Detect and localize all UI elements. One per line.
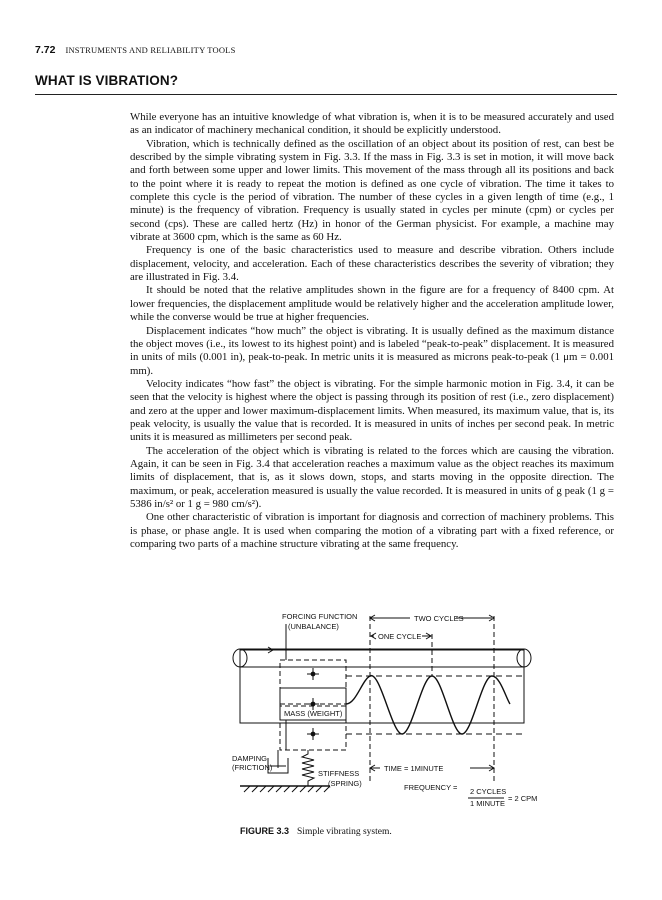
paragraph-6: Velocity indicates “how fast” the object is vibrating. For the simple harmonic motion in Fig. 3.4, it can be seen that the velocity is highest where the object is passing through its position of rest (i.e., zero displacement) and zero at the upper and lower maximum-displacement limits. When measured, its maximum value, that is, its peak velocity, is usually the value that is recorded. It is measured in units of inches per second peak. In metric units it is measured as millimeters per second peak.: [130, 377, 614, 444]
label-unbalance: (UNBALANCE): [288, 622, 339, 631]
running-title: INSTRUMENTS AND RELIABILITY TOOLS: [65, 45, 236, 55]
label-forcing-function: FORCING FUNCTION: [282, 612, 358, 621]
section-rule: [35, 94, 617, 95]
paragraph-1: While everyone has an intuitive knowledge of what vibration is, when it is to be measured accurately and used as an indicator of machinery mechanical condition, it should be explicitly understood.: [130, 111, 614, 137]
paragraph-5: Displacement indicates “how much” the object is vibrating. It is usually defined as the maximum distance the object moves (i.e., its lowest to its highest point) and is labeled “peak-to-peak” displacement. It is measured in units of mils (0.001 in), peak-to-peak. In metric units it is measured as microns peak-to-peak (1 μm = 0.001 mm).: [130, 324, 614, 377]
label-mass: MASS (WEIGHT): [284, 709, 343, 718]
running-head: [35, 44, 236, 56]
caption-text: Simple vibrating system.: [297, 827, 392, 837]
label-frequency: FREQUENCY =: [404, 783, 458, 792]
label-result: = 2 CPM: [508, 794, 538, 803]
paragraph-2: Vibration, which is technically defined as the oscillation of an object about its position of rest, can best be described by the simple vibrating system in Fig. 3.3. If the mass in Fig. 3.3 is set in motion, it will move back and forth between some upper and lower limits. This movement of the mass through all its positions and back to the point where it is ready to repeat the motion is defined as one cycle of vibration. The time it takes to complete this cycle is the period of vibration. The number of these cycles in a given length of time (e.g., 1 minute) is the frequency of vibration. Frequency is usually stated in cycles per minute (cpm) or cycles per second (cps). These are called hertz (Hz) in honor of the German physicist. For example, a machine may vibrate at 3600 cpm, which is the same as 60 Hz.: [130, 137, 614, 244]
label-time: TIME = 1MINUTE: [384, 764, 444, 773]
label-frac-denominator: 1 MINUTE: [470, 799, 506, 808]
page-number: 7.72: [35, 44, 56, 56]
label-stiffness: STIFFNESS: [318, 769, 360, 778]
label-damping: DAMPING: [232, 754, 268, 763]
caption-label: FIGURE 3.3: [240, 826, 290, 836]
label-frac-numerator: 2 CYCLES: [470, 787, 507, 796]
label-one-cycle: ONE CYCLE: [378, 632, 422, 641]
figure-vibrating-system: [230, 608, 550, 808]
label-spring: (SPRING): [328, 779, 362, 788]
vibration-wave: [346, 676, 510, 734]
spring: [302, 750, 314, 786]
label-friction: (FRICTION): [232, 763, 273, 772]
label-two-cycles: TWO CYCLES: [414, 614, 464, 623]
paragraph-8: One other characteristic of vibration is important for diagnosis and correction of machinery problems. This is phase, or phase angle. It is used when comparing the motion of a vibrating part with a fixed reference, or comparing two parts of a machine structure vibrating at the same frequency.: [130, 511, 614, 550]
paragraph-7: The acceleration of the object which is vibrating is related to the forces which are causing the vibration. Again, it can be seen in Fig. 3.4 that acceleration reaches a maximum value as the object reaches its maximum limits of displacement, that is, as it slows down, stops, and starts moving in the opposite direction. The maximum, or peak, acceleration measured is usually the value recorded. It is measured in units of g peak (1 g = 5386 in/s² or 1 g = 980 cm/s²).: [130, 444, 614, 510]
figure-caption: [240, 826, 392, 837]
section-title: WHAT IS VIBRATION?: [35, 73, 179, 88]
body-text: [130, 111, 614, 551]
paragraph-4: It should be noted that the relative amplitudes shown in the figure are for a frequency of 8400 cpm. At lower frequencies, the displacement amplitude would be relatively higher and the acceleration amplitude lower, while the converse would be true at higher frequencies.: [130, 284, 614, 324]
paragraph-3: Frequency is one of the basic characteristics used to measure and describe vibration. Others include displacement, velocity, and acceleration. Each of these characteristics describes the severity of vibration; they are illustrated in Fig. 3.4.: [130, 244, 614, 284]
